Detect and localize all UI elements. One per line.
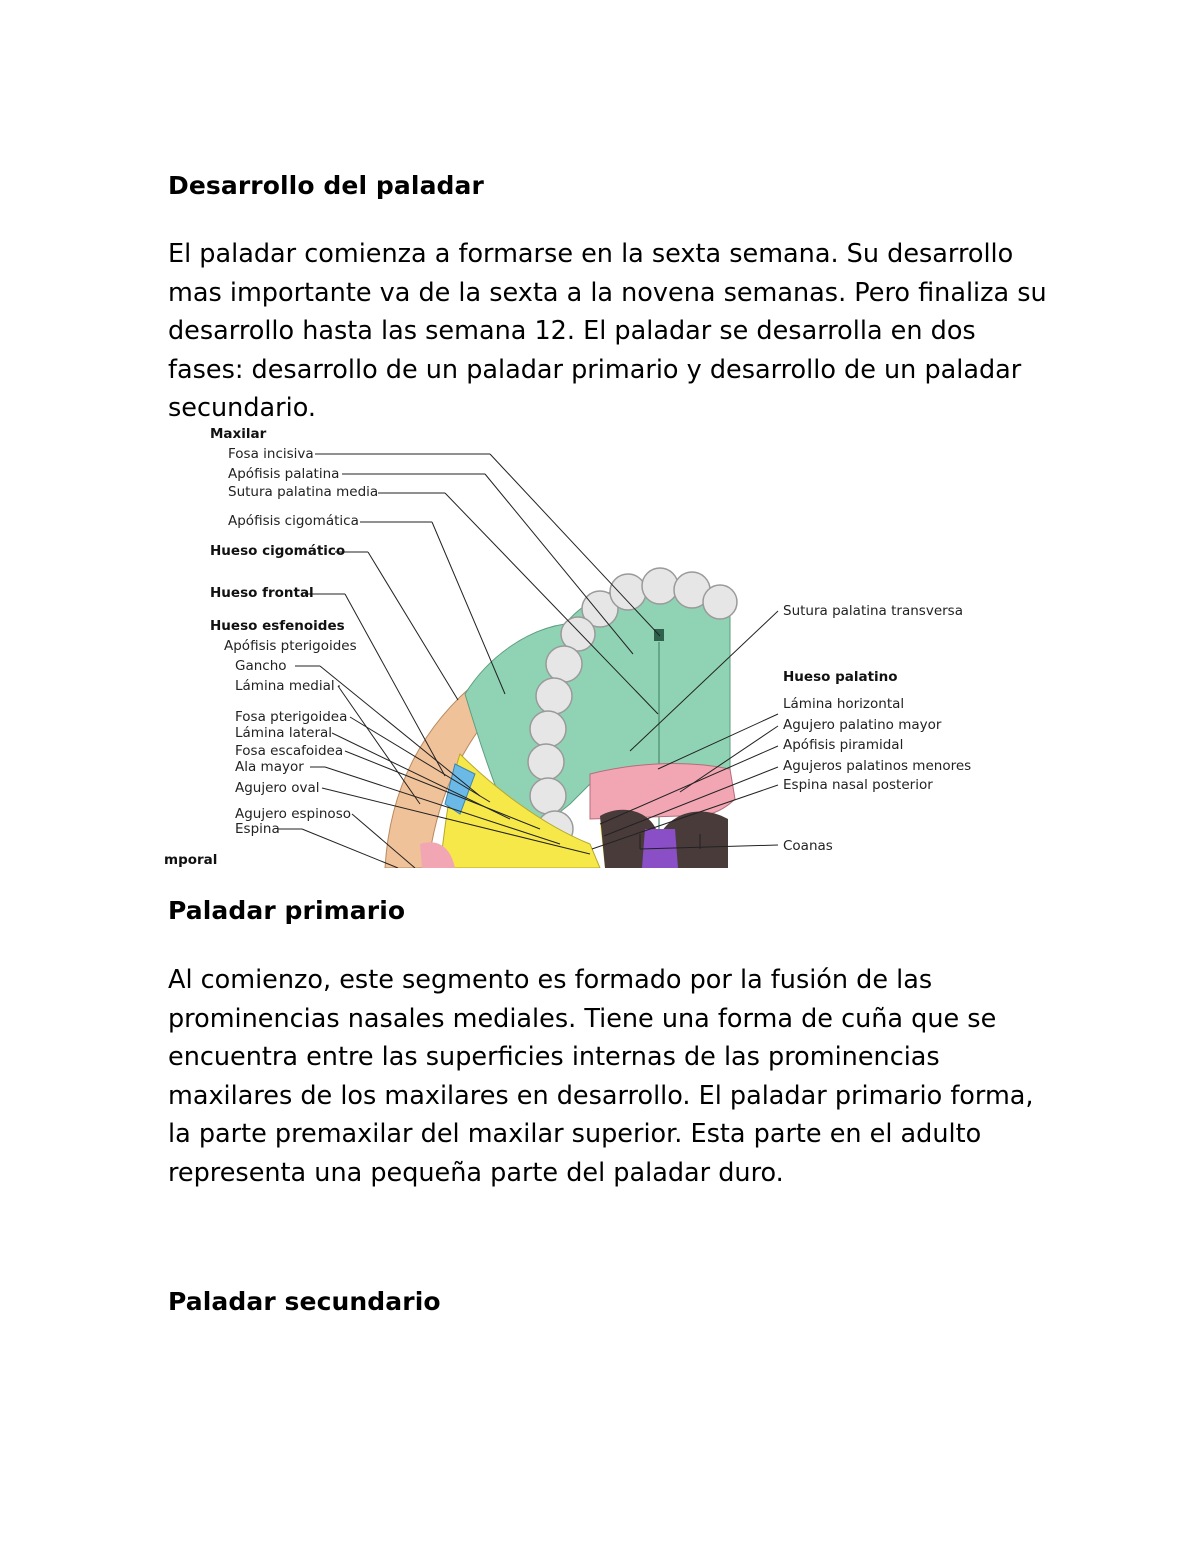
label-lamina-horizontal: Lámina horizontal — [783, 696, 905, 712]
label-agujero-oval: Agujero oval — [235, 780, 320, 796]
label-agujero-espinoso: Agujero espinoso — [235, 806, 351, 822]
label-espina-nasal-posterior: Espina nasal posterior — [783, 777, 933, 793]
label-hueso-cigomatico: Hueso cigomático — [210, 543, 346, 559]
label-lamina-lateral: Lámina lateral — [235, 725, 333, 741]
label-apofisis-cigomatica: Apófisis cigomática — [228, 513, 359, 529]
label-agujero-palatino-mayor: Agujero palatino mayor — [783, 717, 942, 733]
label-temporal: mporal — [164, 852, 218, 868]
label-fosa-incisiva: Fosa incisiva — [228, 446, 314, 462]
label-maxilar: Maxilar — [210, 426, 267, 442]
label-fosa-pterigoidea: Fosa pterigoidea — [235, 709, 348, 725]
label-ala-mayor: Ala mayor — [235, 759, 304, 775]
palate-anatomy-figure — [160, 424, 980, 868]
paragraph-desarrollo: El paladar comienza a formarse en la sexta semana. Su desarrollo mas importante va de la sexta a la novena semanas. Pero finaliza su desarrollo hasta las semana 12. El paladar se desarrolla en dos fases: desarrollo de un paladar primario y desarrollo de un paladar secundario. — [168, 239, 1047, 424]
label-sutura-palatina-transversa: Sutura palatina transversa — [783, 603, 963, 619]
label-sutura-palatina-media: Sutura palatina media — [228, 484, 379, 500]
paragraph-paladar-primario: Al comienzo, este segmento es formado por la fusión de las prominencias nasales mediales. Tiene una forma de cuña que se encuentra entre las superficies internas de las prominencias maxilares de los maxilares en desarrollo. El paladar primario forma, la parte premaxilar del maxilar superior. Esta parte en el adulto representa una pequeña parte del paladar duro. — [168, 965, 1034, 1188]
label-apofisis-palatina: Apófisis palatina — [228, 466, 340, 482]
label-fosa-escafoidea: Fosa escafoidea — [235, 743, 344, 759]
label-lamina-medial: Lámina medial — [235, 678, 335, 694]
label-hueso-esfenoides: Hueso esfenoides — [210, 618, 345, 634]
label-apofisis-piramidal: Apófisis piramidal — [783, 737, 904, 753]
label-hueso-frontal: Hueso frontal — [210, 585, 314, 601]
label-gancho: Gancho — [235, 658, 287, 674]
label-coanas: Coanas — [783, 838, 833, 854]
label-espina: Espina — [235, 821, 280, 837]
heading-desarrollo-del-paladar: Desarrollo del paladar — [168, 171, 484, 200]
label-agujeros-palatinos-menores: Agujeros palatinos menores — [783, 758, 972, 774]
label-apofisis-pterigoides: Apófisis pterigoides — [224, 638, 357, 654]
label-hueso-palatino: Hueso palatino — [783, 669, 898, 685]
heading-paladar-secundario: Paladar secundario — [168, 1287, 441, 1316]
heading-paladar-primario: Paladar primario — [168, 896, 406, 925]
